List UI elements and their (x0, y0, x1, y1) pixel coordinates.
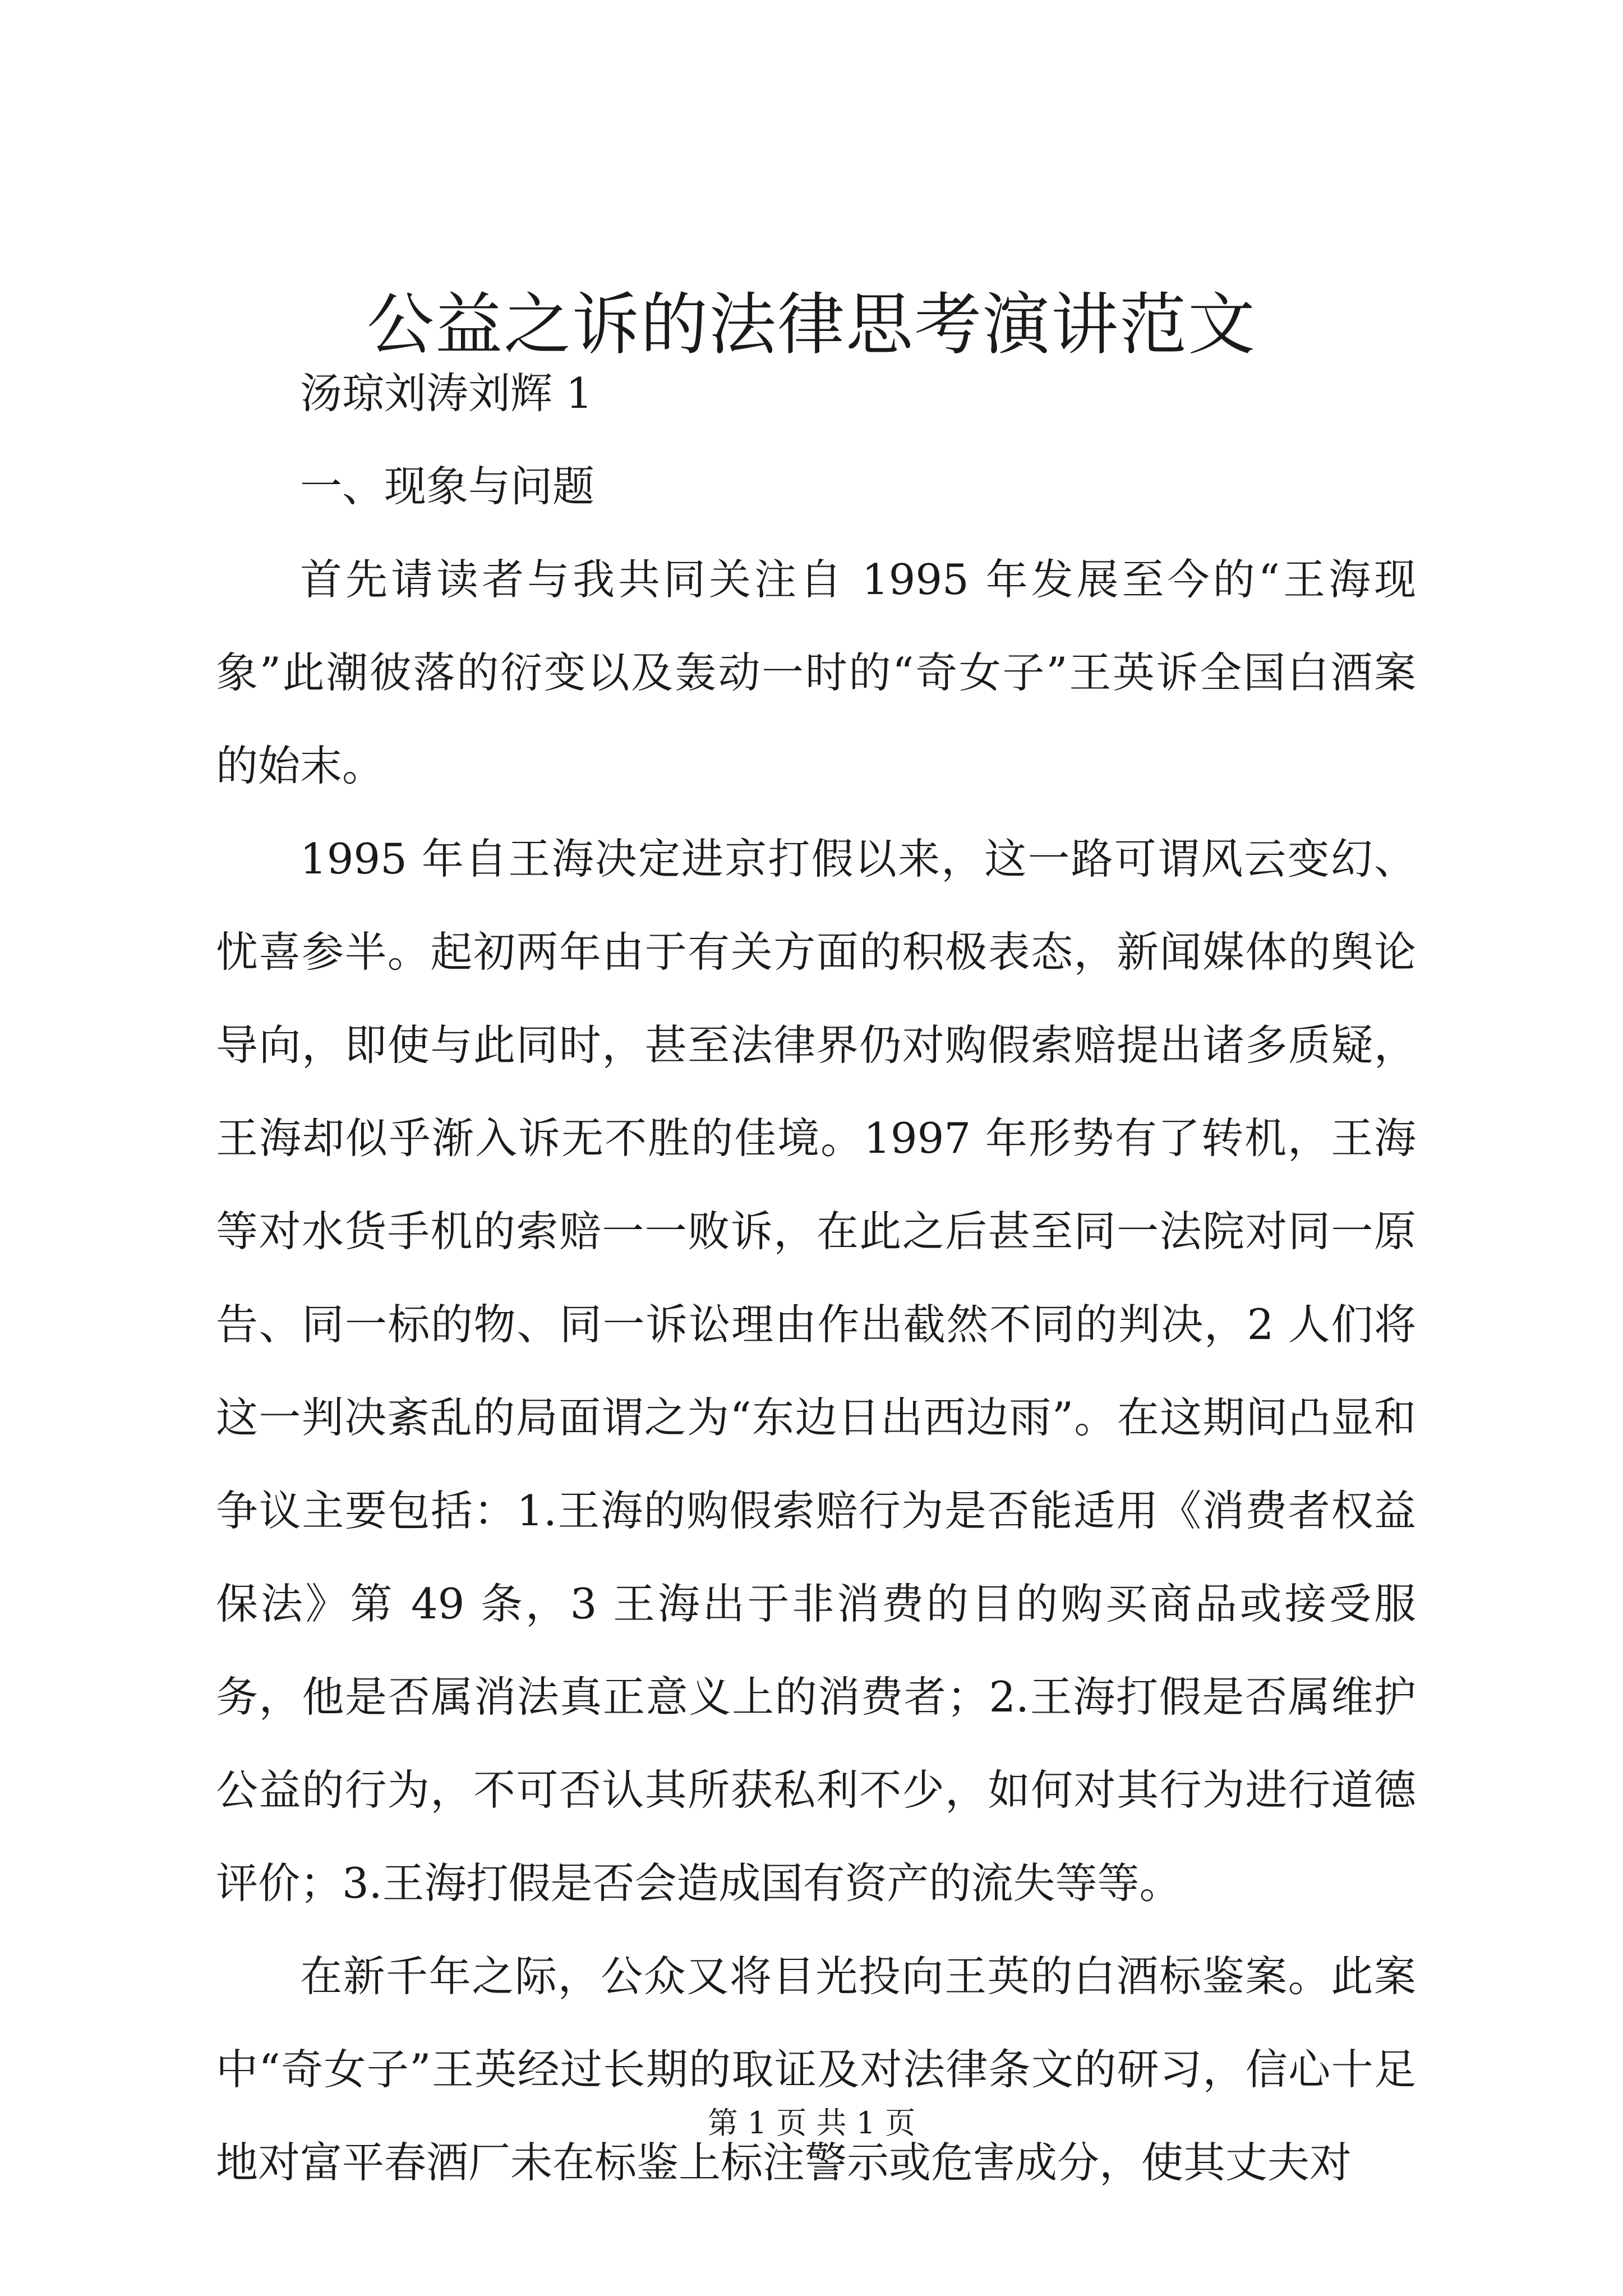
author-line: 汤琼刘涛刘辉 1 (300, 369, 593, 418)
document-body (216, 347, 1416, 2209)
section-heading: 一、现象与问题 (300, 462, 595, 511)
page-footer: 第 1 页 共 1 页 (707, 2105, 916, 2141)
document-title: 公益之诉的法律思考演讲范文 (367, 286, 1256, 364)
paragraph: 1995 年自王海决定进京打假以来，这一路可谓风云变幻、忧喜参半。起初两年由于有关方面的积极表态，新闻媒体的舆论导向，即使与此同时，甚至法律界仍对购假索赔提出诸多质疑，王海却似乎渐入诉无不胜的佳境。1997 年形势有了转机，王海等对水货手机的索赔一一败诉，在此之后甚至同一法院对同一原告、同一标的物、同一诉讼理由作出截然不同的判决，2 人们将这一判决紊乱的局面谓之为“东边日出西边雨”。在这期间凸显和争议主要包括：1.王海的购假索赔行为是否能适用《消费者权益保法》第 49 条，3 王海出于非消费的目的购买商品或接受服务，他是否属消法真正意义上的消费者；2.王海打假是否属维护公益的行为，不可否认其所获私利不少，如何对其行为进行道德评价；3.王海打假是否会造成国有资产的流失等等。 (216, 834, 1416, 1908)
paragraph: 在新千年之际，公众又将目光投向王英的白酒标鉴案。此案中“奇女子”王英经过长期的取证及对法律条文的研习，信心十足地对富平春酒厂未在标鉴上标注警示或危害成分，使其丈夫对 (216, 1952, 1416, 2187)
paragraph: 首先请读者与我共同关注自 1995 年发展至今的“王海现象”此潮彼落的衍变以及轰动一时的“奇女子”王英诉全国白酒案的始末。 (216, 555, 1416, 790)
